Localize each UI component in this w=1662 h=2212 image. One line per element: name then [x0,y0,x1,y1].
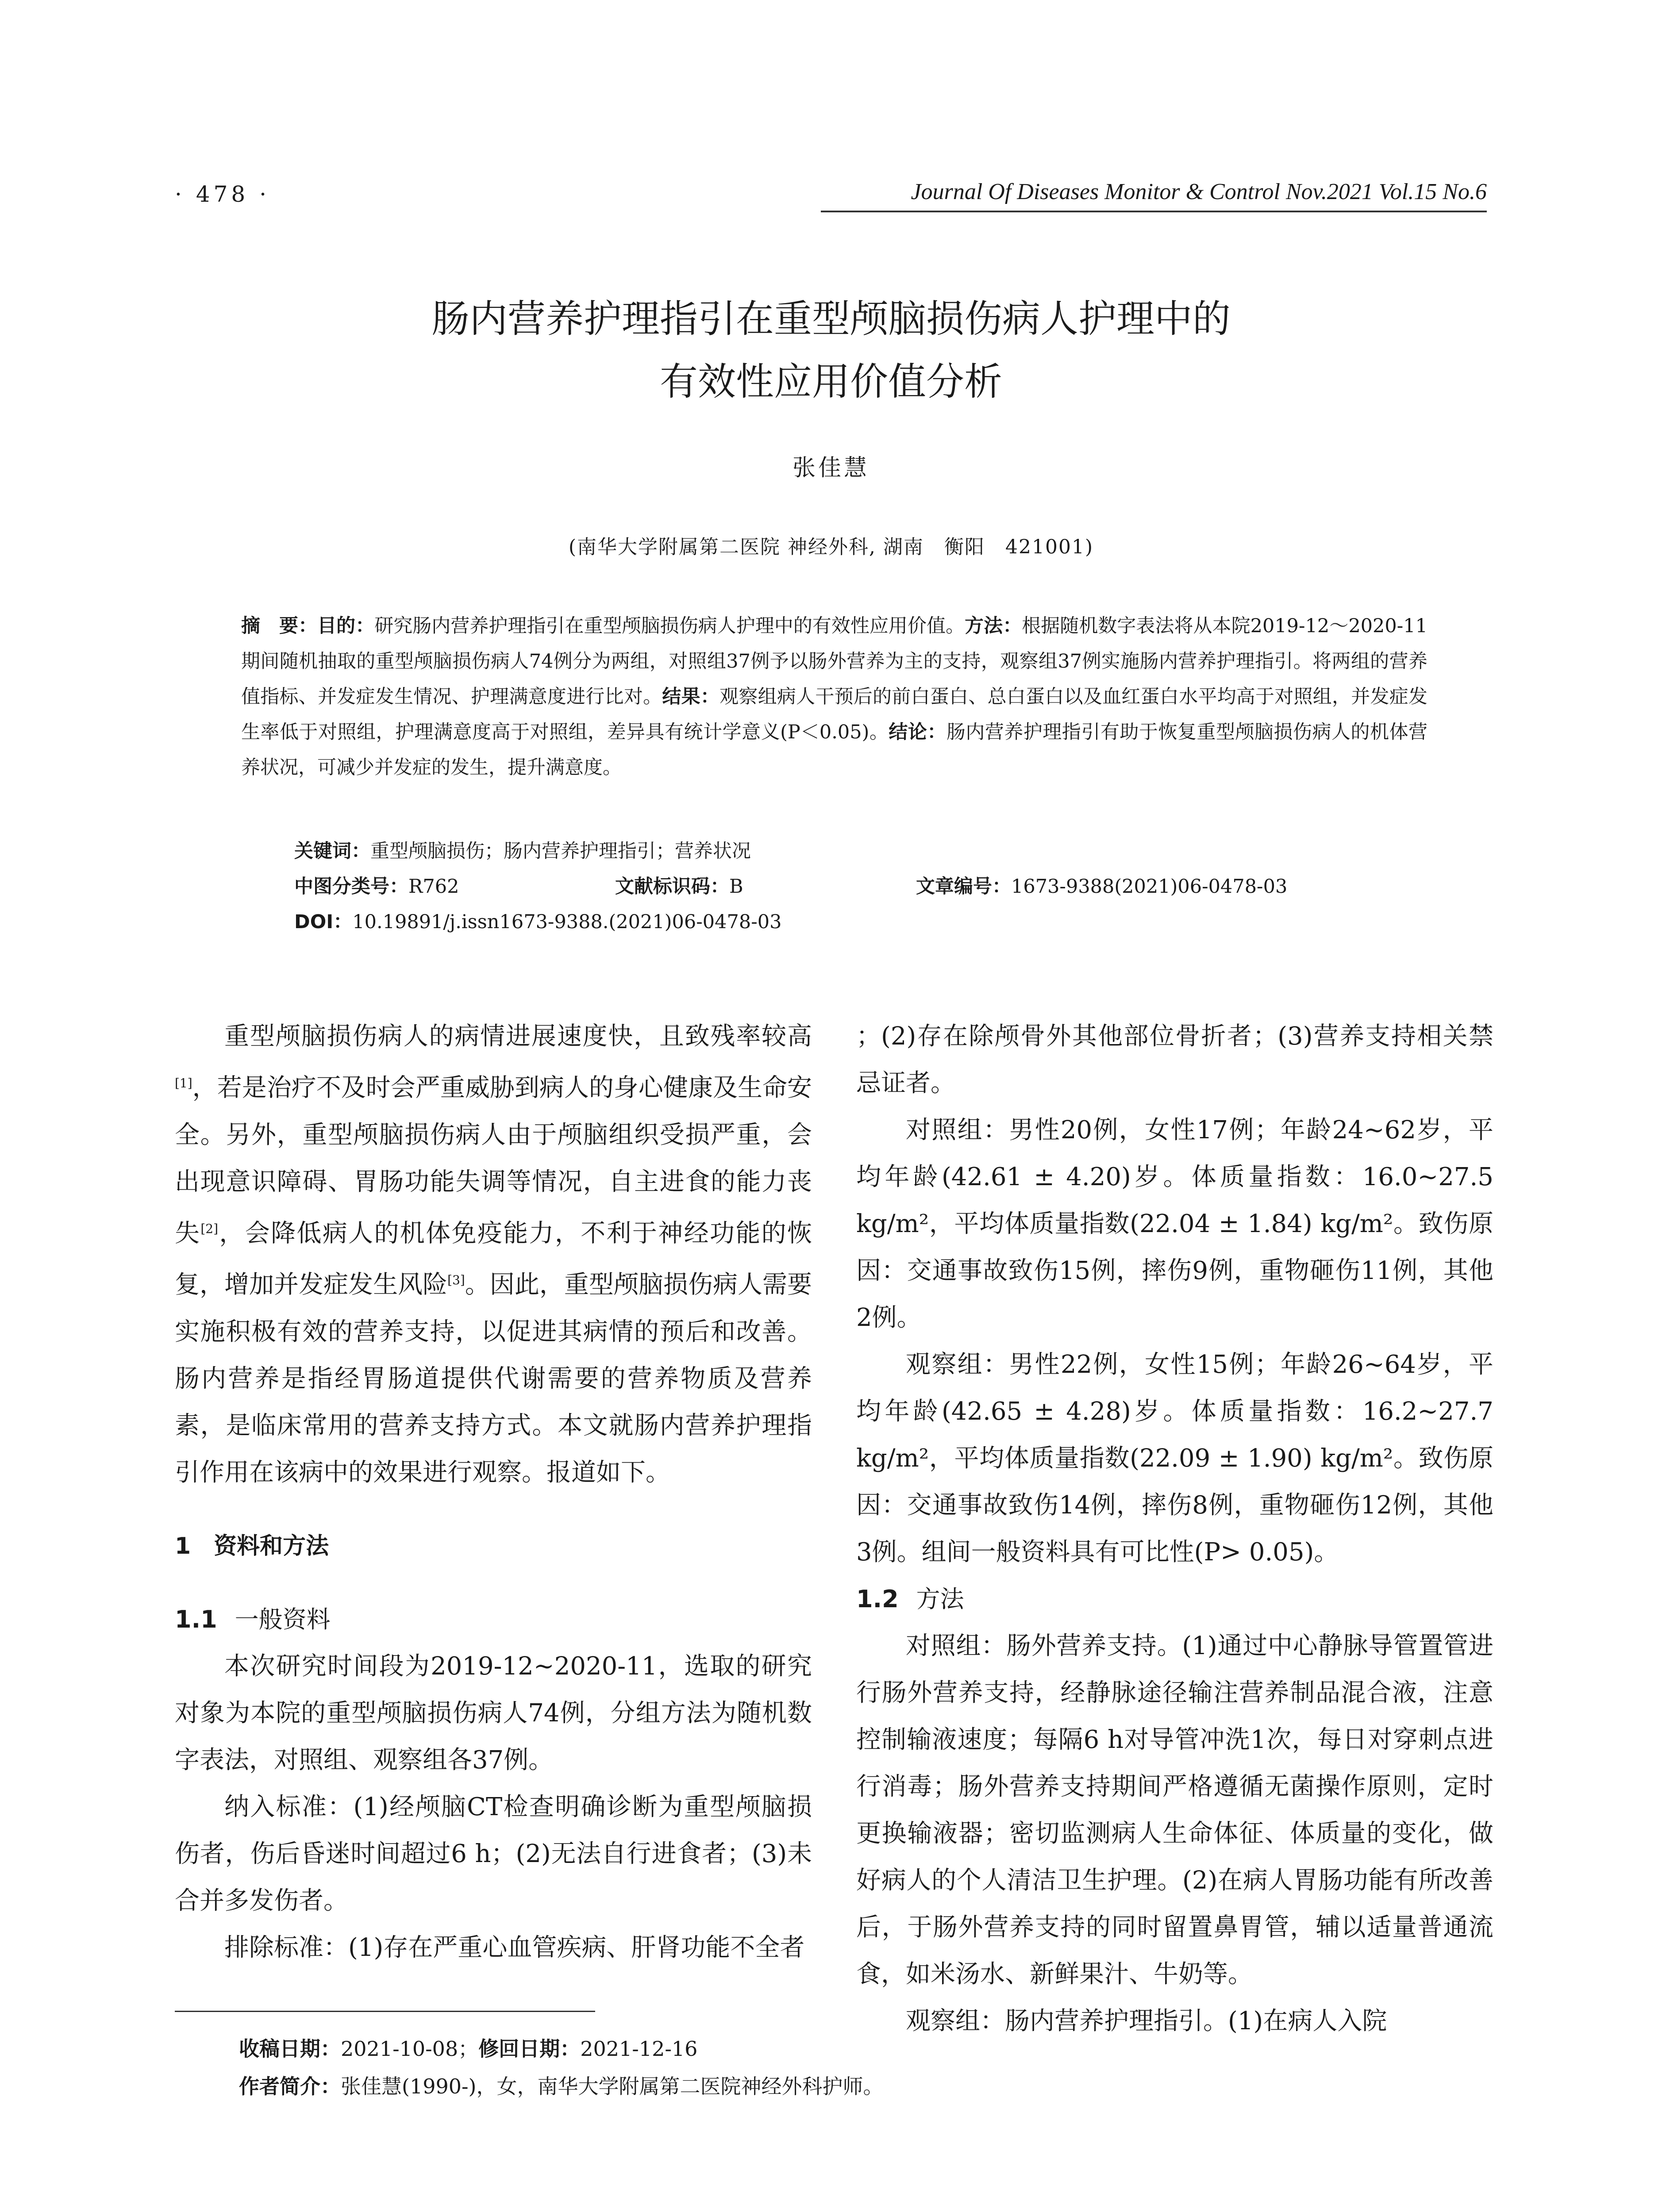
paragraph-control-group: 对照组：男性20例，女性17例；年龄24~62岁，平均年龄(42.61 ± 4.20)岁。体质量指数：16.0~27.5 kg/m²，平均体质量指数(22.04 ± 1.84) kg/m²。致伤原因：交通事故致伤15例，摔伤9例，重物砸伤11例，其他2例。 [856,1116,1493,1332]
objective-label: 目的 [317,615,356,637]
classification: 中图分类号：R762 [294,876,459,898]
page-number: · 478 · [175,181,270,207]
classification-label: 中图分类号 [294,876,389,898]
abstract: 摘 要：目的：研究肠内营养护理指引在重型颅脑损伤病人护理中的有效性应用价值。方法：根据随机数字表法将从本院2019-12～2020-11期间随机抽取的重型颅脑损伤病人74例分为两组，对照组37例予以肠外营养为主的支持，观察组37例实施肠内营养护理指引。将两组的营养值指标、并发症发生情况、护理满意度进行比对。结果：观察组病人干预后的前白蛋白、总白蛋白以及血红蛋白水平均高于对照组，并发症发生率低于对照组，护理满意度高于对照组，差异具有统计学意义(P＜0.05)。结论：肠内营养护理指引有助于恢复重型颅脑损伤病人的机体营养状况，可减少并发症的发生，提升满意度。 [241,615,1428,779]
keywords-label: 关键词 [294,840,351,862]
received-label: 收稿日期 [239,2037,320,2061]
conclusion-text: 肠内营养护理指引有助于恢复重型颅脑损伤病人的机体营养状况，可减少并发症的发生，提升满意度。 [241,721,1428,779]
paragraph-exclusion: 排除标准：(1)存在严重心血管疾病、肝肾功能不全者 [224,1933,805,1962]
paragraph-observation-group: 观察组：男性22例，女性15例；年龄26~64岁，平均年龄(42.65 ± 4.28)岁。体质量指数：16.2~27.7 kg/m²，平均体质量指数(22.09 ± 1.90) kg/m²。致伤原因：交通事故致伤14例，摔伤8例，重物砸伤12例，其他3例。组间一般资料具有可比性(P> 0.05)。 [856,1350,1493,1567]
doi: DOI：10.19891/j.issn1673-9388.(2021)06-0478-03 [294,911,782,933]
document-code-value: B [729,876,743,898]
author-name: 张佳慧 [792,455,869,481]
article-number-value: 1673-9388(2021)06-0478-03 [1011,876,1288,898]
journal-header: Journal Of Diseases Monitor & Control Nov.2021 Vol.15 No.6 [911,179,1487,204]
body-column-right [856,1013,1493,2035]
results-text: 观察组病人干预后的前白蛋白、总白蛋白以及血红蛋白水平均高于对照组，并发症发生率低于对照组，护理满意度高于对照组，差异具有统计学意义(P＜0.05)。 [241,686,1428,743]
paragraph-exclusion-continued: ；(2)存在除颅骨外其他部位骨折者；(3)营养支持相关禁忌证者。 [856,1022,1493,1098]
citation-1[interactable]: [1] [175,1076,192,1091]
body-column-left [175,1013,812,1995]
section-heading-1-1: 1.1 一般资料 [175,1605,331,1633]
objective-text: 研究肠内营养护理指引在重型颅脑损伤病人护理中的有效性应用价值。 [374,615,965,637]
section-heading-1-2: 1.2 方法 [856,1585,964,1613]
paragraph-inclusion: 纳入标准：(1)经颅脑CT检查明确诊断为重型颅脑损伤者，伤后昏迷时间超过6 h；(2)无法自行进食者；(3)未合并多发伤者。 [175,1792,812,1915]
footnote-dates: 收稿日期：2021-10-08；修回日期：2021-12-16 [239,2037,698,2061]
footnote-author: 作者简介：张佳慧(1990-)，女，南华大学附属第二医院神经外科护师。 [239,2074,884,2098]
paragraph-period: 本次研究时间段为2019-12~2020-11，选取的研究对象为本院的重型颅脑损伤病人74例，分组方法为随机数字表法，对照组、观察组各37例。 [175,1651,812,1774]
author-bio-label: 作者简介 [239,2074,320,2098]
affiliation: (南华大学附属第二医院 神经外科, 湖南 衡阳 421001) [568,536,1094,558]
title-line-2: 有效性应用价值分析 [660,360,1002,404]
received-date: 2021-10-08 [341,2037,458,2061]
article-number: 文章编号：1673-9388(2021)06-0478-03 [916,876,1288,898]
conclusion-label: 结论 [889,721,927,743]
revised-date: 2021-12-16 [580,2037,698,2061]
methods-label: 方法 [965,615,1003,637]
classification-value: R762 [408,876,459,898]
article-number-label: 文章编号 [916,876,992,898]
section-heading-1: 1 资料和方法 [175,1532,329,1559]
header-divider [821,211,1487,212]
footnote-divider [175,2011,595,2012]
author-bio: 张佳慧(1990-)，女，南华大学附属第二医院神经外科护师。 [341,2074,884,2098]
title-line-1: 肠内营养护理指引在重型颅脑损伤病人护理中的 [431,297,1231,341]
paragraph-method-observation: 观察组：肠内营养护理指引。(1)在病人入院 [906,2007,1387,2035]
results-label: 结果 [662,686,700,708]
citation-3[interactable]: [3] [447,1273,465,1288]
document-code: 文献标识码：B [615,876,743,898]
keywords-value: 重型颅脑损伤；肠内营养护理指引；营养状况 [370,840,751,862]
paper-title [0,288,1662,413]
intro-paragraph: 重型颅脑损伤病人的病情进展速度快，且致残率较高[1]，若是治疗不及时会严重威胁到病人的身心健康及生命安全。另外，重型颅脑损伤病人由于颅脑组织受损严重，会出现意识障碍、胃肠功能失调等情况，自主进食的能力丧失[2]，会降低病人的机体免疫能力，不利于神经功能的恢复，增加并发症发生风险[3]。因此，重型颅脑损伤病人需要实施积极有效的营养支持，以促进其病情的预后和改善。肠内营养是指经胃肠道提供代谢需要的营养物质及营养素，是临床常用的营养支持方式。本文就肠内营养护理指引作用在该病中的效果进行观察。报道如下。 [175,1022,812,1487]
keywords: 关键词：重型颅脑损伤；肠内营养护理指引；营养状况 [294,840,751,862]
revised-label: 修回日期 [478,2037,560,2061]
abstract-label: 摘 要 [241,615,299,637]
doi-label: DOI [294,911,334,933]
document-code-label: 文献标识码 [615,876,710,898]
paragraph-method-control: 对照组：肠外营养支持。(1)通过中心静脉导管置管进行肠外营养支持，经静脉途径输注营养制品混合液，注意控制输液速度；每隔6 h对导管冲洗1次，每日对穿刺点进行消毒；肠外营养支持期间严格遵循无菌操作原则，定时更换输液器；密切监测病人生命体征、体质量的变化，做好病人的个人清洁卫生护理。(2)在病人胃肠功能有所改善后，于肠外营养支持的同时留置鼻胃管，辅以适量普通流食，如米汤水、新鲜果汁、牛奶等。 [856,1632,1493,1989]
citation-2[interactable]: [2] [200,1221,219,1236]
methods-text: 根据随机数字表法将从本院2019-12～2020-11期间随机抽取的重型颅脑损伤病人74例分为两组，对照组37例予以肠外营养为主的支持，观察组37例实施肠内营养护理指引。将两组的营养值指标、并发症发生情况、护理满意度进行比对。 [241,615,1428,708]
doi-value: 10.19891/j.issn1673-9388.(2021)06-0478-03 [352,911,782,933]
